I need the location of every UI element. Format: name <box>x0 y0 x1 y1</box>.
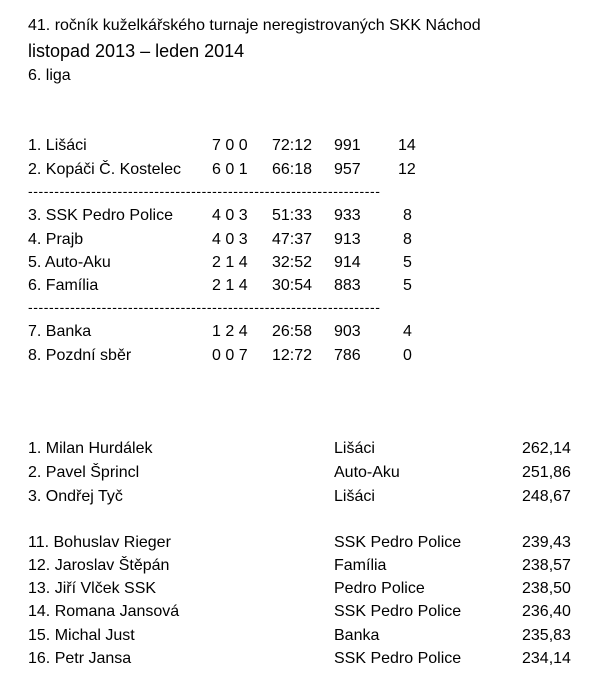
team-name: 2. Kopáči Č. Kostelec <box>28 161 181 178</box>
pins: 883 <box>334 277 361 294</box>
points: 4 <box>403 323 412 340</box>
score: 72:12 <box>272 137 313 154</box>
points: 5 <box>403 254 412 271</box>
player-team: Família <box>334 557 387 574</box>
points: 0 <box>403 347 412 364</box>
points: 12 <box>398 161 416 178</box>
team-name: 4. Prajb <box>28 231 84 248</box>
team-name: 7. Banka <box>28 323 92 340</box>
pins: 991 <box>334 137 361 154</box>
player-average: 238,50 <box>522 580 571 597</box>
player-average: 238,57 <box>522 557 571 574</box>
player-name: 3. Ondřej Tyč <box>28 488 123 505</box>
score: 51:33 <box>272 207 313 224</box>
player-team: SSK Pedro Police <box>334 534 462 551</box>
season-period: listopad 2013 – leden 2014 <box>28 41 245 61</box>
player-average: 248,67 <box>522 488 571 505</box>
player-average: 239,43 <box>522 534 571 551</box>
divider: ------------------------------------------------------------------- <box>28 183 381 199</box>
player-name: 15. Michal Just <box>28 627 135 644</box>
player-team: SSK Pedro Police <box>334 603 462 620</box>
player-average: 235,83 <box>522 627 571 644</box>
win-draw-loss: 6 0 1 <box>212 161 248 178</box>
win-draw-loss: 1 2 4 <box>212 323 248 340</box>
team-name: 5. Auto-Aku <box>28 254 111 271</box>
player-team: Auto-Aku <box>334 464 400 481</box>
win-draw-loss: 4 0 3 <box>212 207 248 224</box>
win-draw-loss: 0 0 7 <box>212 347 248 364</box>
team-name: 1. Lišáci <box>28 137 87 154</box>
score: 66:18 <box>272 161 313 178</box>
team-name: 3. SSK Pedro Police <box>28 207 173 224</box>
team-name: 8. Pozdní sběr <box>28 347 132 364</box>
pins: 786 <box>334 347 361 364</box>
win-draw-loss: 4 0 3 <box>212 231 248 248</box>
player-average: 262,14 <box>522 440 571 457</box>
pins: 913 <box>334 231 361 248</box>
player-name: 13. Jiří Vlček SSK <box>28 580 157 597</box>
pins: 957 <box>334 161 361 178</box>
score: 12:72 <box>272 347 313 364</box>
player-name: 1. Milan Hurdálek <box>28 440 153 457</box>
score: 32:52 <box>272 254 313 271</box>
team-name: 6. Família <box>28 277 99 294</box>
pins: 933 <box>334 207 361 224</box>
score: 26:58 <box>272 323 313 340</box>
player-name: 2. Pavel Šprincl <box>28 464 140 481</box>
points: 8 <box>403 207 412 224</box>
win-draw-loss: 2 1 4 <box>212 277 248 294</box>
score: 30:54 <box>272 277 313 294</box>
player-team: Lišáci <box>334 440 375 457</box>
pins: 903 <box>334 323 361 340</box>
player-average: 236,40 <box>522 603 571 620</box>
win-draw-loss: 2 1 4 <box>212 254 248 271</box>
points: 5 <box>403 277 412 294</box>
player-average: 251,86 <box>522 464 571 481</box>
pins: 914 <box>334 254 361 271</box>
page-title: 41. ročník kuželkářského turnaje neregistrovaných SKK Náchod <box>28 17 481 34</box>
player-team: Lišáci <box>334 488 375 505</box>
points: 14 <box>398 137 416 154</box>
player-name: 14. Romana Jansová <box>28 603 180 620</box>
league-name: 6. liga <box>28 67 71 84</box>
player-team: Pedro Police <box>334 580 425 597</box>
win-draw-loss: 7 0 0 <box>212 137 248 154</box>
player-average: 234,14 <box>522 650 571 667</box>
player-name: 16. Petr Jansa <box>28 650 132 667</box>
divider: ------------------------------------------------------------------- <box>28 299 381 315</box>
points: 8 <box>403 231 412 248</box>
player-name: 12. Jaroslav Štěpán <box>28 557 170 574</box>
player-name: 11. Bohuslav Rieger <box>28 534 171 551</box>
score: 47:37 <box>272 231 313 248</box>
player-team: SSK Pedro Police <box>334 650 462 667</box>
player-team: Banka <box>334 627 380 644</box>
